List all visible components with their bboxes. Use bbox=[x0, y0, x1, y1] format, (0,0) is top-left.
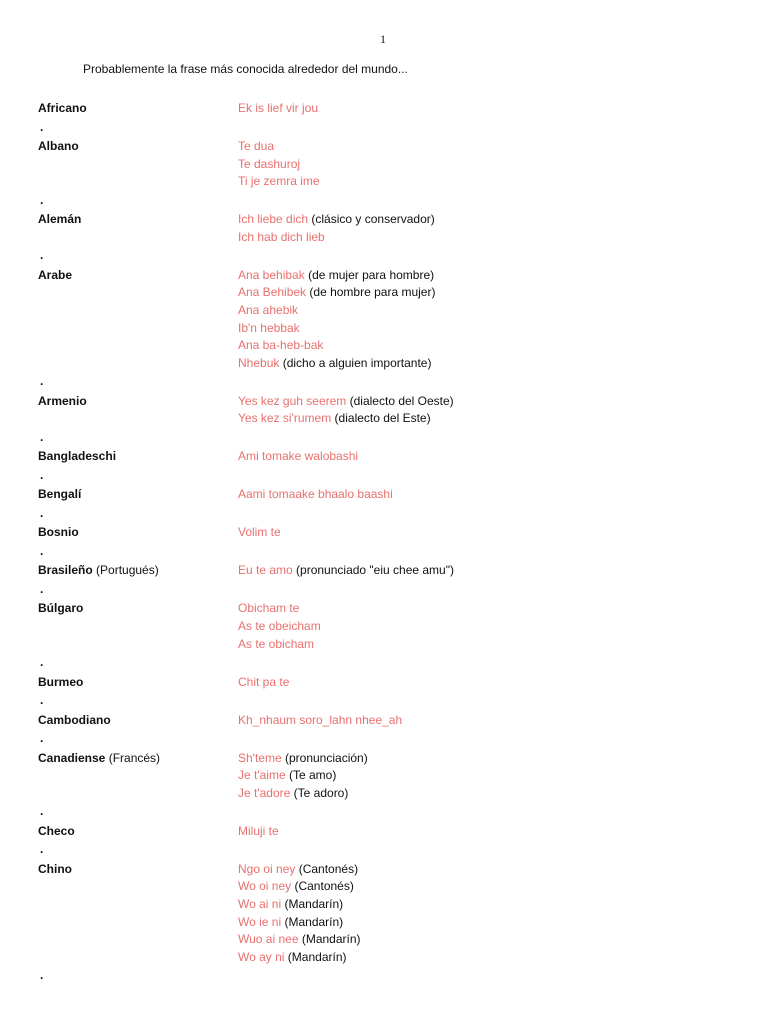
phrase-line bbox=[238, 229, 435, 247]
translation-note: (Te adoro) bbox=[290, 785, 349, 800]
separator-dot: . bbox=[40, 430, 44, 444]
phrase-line bbox=[238, 949, 361, 967]
phrase-line bbox=[238, 767, 368, 785]
translation-note: (pronunciado "eiu chee amu") bbox=[292, 563, 454, 578]
phrase-list bbox=[238, 393, 454, 428]
translation-phrase: Te dua bbox=[238, 139, 275, 153]
translation-phrase: Miluji te bbox=[238, 823, 279, 838]
translation-note: (Mandarín) bbox=[298, 932, 361, 947]
language-label: Cambodiano bbox=[38, 712, 111, 727]
separator-dot: . bbox=[40, 582, 44, 596]
language-label: Burmeo bbox=[38, 674, 84, 689]
translation-phrase: Ich hab dich lieb bbox=[238, 229, 325, 244]
language-name bbox=[38, 100, 87, 118]
separator-dot: . bbox=[40, 693, 44, 708]
translation-phrase: Volim te bbox=[238, 525, 281, 540]
translation-phrase: Ana behibak bbox=[238, 267, 305, 282]
phrase-line bbox=[238, 284, 435, 302]
phrase-list bbox=[238, 600, 321, 653]
language-label: Bangladeschi bbox=[38, 449, 117, 464]
translation-phrase: Wo ai ni bbox=[238, 896, 282, 911]
translation-phrase: Ana ahebik bbox=[238, 302, 299, 317]
translation-phrase: Ana Behibek bbox=[238, 285, 307, 300]
translation-phrase: Nhebuk bbox=[238, 355, 280, 370]
separator-dot: . bbox=[40, 374, 44, 389]
translation-note: (Cantonés) bbox=[295, 861, 359, 876]
translation-phrase: Chit pa te bbox=[238, 674, 290, 689]
phrase-line bbox=[238, 618, 321, 636]
phrase-line bbox=[238, 861, 361, 879]
translation-note: (Mandarín) bbox=[281, 896, 344, 911]
phrase-list bbox=[238, 267, 435, 373]
phrase-line bbox=[238, 448, 358, 466]
phrase-line bbox=[238, 320, 435, 338]
translation-phrase: Yes kez si'rumem bbox=[238, 411, 332, 426]
translation-note: (Mandarín) bbox=[284, 949, 347, 964]
phrase-line bbox=[238, 896, 361, 914]
language-label: Africano bbox=[38, 101, 87, 115]
phrase-line bbox=[238, 211, 435, 229]
language-name bbox=[38, 600, 83, 618]
phrase-list bbox=[238, 750, 368, 803]
phrase-line bbox=[238, 674, 289, 692]
language-name bbox=[38, 712, 111, 730]
language-name bbox=[38, 138, 79, 156]
language-name bbox=[38, 486, 81, 504]
translation-phrase: Ich liebe dich bbox=[238, 212, 309, 227]
phrase-line bbox=[238, 785, 368, 803]
language-name bbox=[38, 393, 87, 411]
language-label: Búlgaro bbox=[38, 601, 84, 616]
translation-note: (clásico y conservador) bbox=[308, 212, 435, 227]
separator-dot: . bbox=[40, 804, 44, 819]
phrase-line bbox=[238, 750, 368, 768]
phrase-list bbox=[238, 562, 454, 580]
translation-note: (de mujer para hombre) bbox=[304, 267, 435, 282]
language-label: Checo bbox=[38, 823, 75, 838]
translation-phrase: Wo oi ney bbox=[238, 879, 292, 894]
phrase-line bbox=[238, 138, 320, 156]
language-name bbox=[38, 674, 83, 692]
phrase-list bbox=[238, 486, 393, 504]
translation-phrase: Wo ie ni bbox=[238, 914, 282, 929]
translation-note: (de hombre para mujer) bbox=[306, 285, 436, 300]
separator-dot: . bbox=[40, 248, 44, 263]
separator-dot: . bbox=[40, 655, 44, 670]
page-number: 1 bbox=[380, 32, 386, 46]
translation-note: (dicho a alguien importante) bbox=[279, 355, 432, 370]
language-name bbox=[38, 562, 159, 580]
phrase-list bbox=[238, 138, 320, 191]
intro-text: Probablemente la frase más conocida alrededor del mundo... bbox=[83, 62, 408, 76]
translation-phrase: Wo ay ni bbox=[238, 949, 285, 964]
language-qualifier: (Portugués) bbox=[92, 563, 159, 578]
translation-note: (Cantonés) bbox=[291, 879, 354, 894]
translation-phrase: Je t'aime bbox=[238, 768, 286, 783]
phrase-line bbox=[238, 562, 454, 580]
phrase-list bbox=[238, 524, 281, 542]
phrase-line bbox=[238, 302, 435, 320]
phrase-line bbox=[238, 486, 393, 504]
translation-phrase: Ami tomake walobashi bbox=[238, 449, 359, 464]
separator-dot: . bbox=[40, 544, 44, 558]
phrase-line bbox=[238, 914, 361, 932]
phrase-line bbox=[238, 878, 361, 896]
translation-phrase: Te dashuroj bbox=[238, 156, 301, 171]
language-label: Alemán bbox=[38, 212, 82, 227]
phrase-line bbox=[238, 100, 318, 118]
translation-note: (Te amo) bbox=[285, 768, 337, 783]
phrase-list bbox=[238, 211, 435, 246]
language-label: Arabe bbox=[38, 267, 73, 282]
language-name bbox=[38, 267, 72, 285]
language-label: Canadiense bbox=[38, 750, 106, 765]
translation-phrase: Wuo ai nee bbox=[238, 932, 299, 947]
separator-dot: . bbox=[40, 119, 44, 134]
translation-phrase: Sh'teme bbox=[238, 750, 282, 765]
phrase-line bbox=[238, 337, 435, 355]
phrase-line bbox=[238, 823, 279, 841]
translation-phrase: Eu te amo bbox=[238, 563, 293, 578]
translation-phrase: As te obicham bbox=[238, 636, 315, 651]
language-name bbox=[38, 211, 81, 229]
translation-phrase: As te obeicham bbox=[238, 618, 321, 633]
language-label: Bosnio bbox=[38, 525, 79, 540]
translation-note: (dialecto del Este) bbox=[331, 411, 431, 426]
language-label: Armenio bbox=[38, 393, 87, 408]
translation-phrase: Ana ba-heb-bak bbox=[238, 338, 324, 353]
phrase-line bbox=[238, 267, 435, 285]
phrase-line bbox=[238, 156, 320, 174]
translation-note: (Mandarín) bbox=[281, 914, 344, 929]
translation-phrase: Ek is lief vir jou bbox=[238, 101, 319, 115]
language-name bbox=[38, 448, 116, 466]
phrase-line bbox=[238, 600, 321, 618]
translation-phrase: Ti je zemra ime bbox=[238, 174, 320, 189]
language-name bbox=[38, 861, 72, 879]
language-label: Chino bbox=[38, 861, 72, 876]
phrase-list bbox=[238, 448, 358, 466]
separator-dot: . bbox=[40, 731, 44, 746]
separator-dot: . bbox=[40, 192, 44, 207]
translation-phrase: Ngo oi ney bbox=[238, 861, 296, 876]
language-label: Brasileño bbox=[38, 563, 93, 578]
translation-phrase: Aami tomaake bhaalo baashi bbox=[238, 487, 393, 502]
language-name bbox=[38, 524, 79, 542]
translation-note: (pronunciación) bbox=[281, 750, 368, 765]
phrase-line bbox=[238, 931, 361, 949]
phrase-list bbox=[238, 823, 279, 841]
phrase-line bbox=[238, 355, 435, 373]
separator-dot: . bbox=[40, 968, 44, 983]
separator-dot: . bbox=[40, 468, 44, 482]
phrase-list bbox=[238, 712, 402, 730]
language-qualifier: (Francés) bbox=[105, 750, 161, 765]
translation-phrase: Kh_nhaum soro_lahn nhee_ah bbox=[238, 712, 403, 727]
translation-phrase: Yes kez guh seerem bbox=[238, 393, 347, 408]
phrase-line bbox=[238, 173, 320, 191]
phrase-line bbox=[238, 524, 281, 542]
translation-note: (dialecto del Oeste) bbox=[346, 393, 454, 408]
translation-phrase: Ib'n hebbak bbox=[238, 320, 300, 335]
phrase-line bbox=[238, 712, 402, 730]
language-label: Albano bbox=[38, 139, 79, 153]
language-name bbox=[38, 750, 160, 768]
phrase-list bbox=[238, 861, 361, 967]
language-label: Bengalí bbox=[38, 487, 82, 502]
phrase-line bbox=[238, 393, 454, 411]
separator-dot: . bbox=[40, 842, 44, 857]
phrase-line bbox=[238, 636, 321, 654]
separator-dot: . bbox=[40, 506, 44, 520]
language-name bbox=[38, 823, 75, 841]
phrase-list bbox=[238, 100, 318, 118]
phrase-line bbox=[238, 410, 454, 428]
translation-phrase: Je t'adore bbox=[238, 785, 291, 800]
phrase-list bbox=[238, 674, 289, 692]
translation-phrase: Obicham te bbox=[238, 601, 300, 616]
